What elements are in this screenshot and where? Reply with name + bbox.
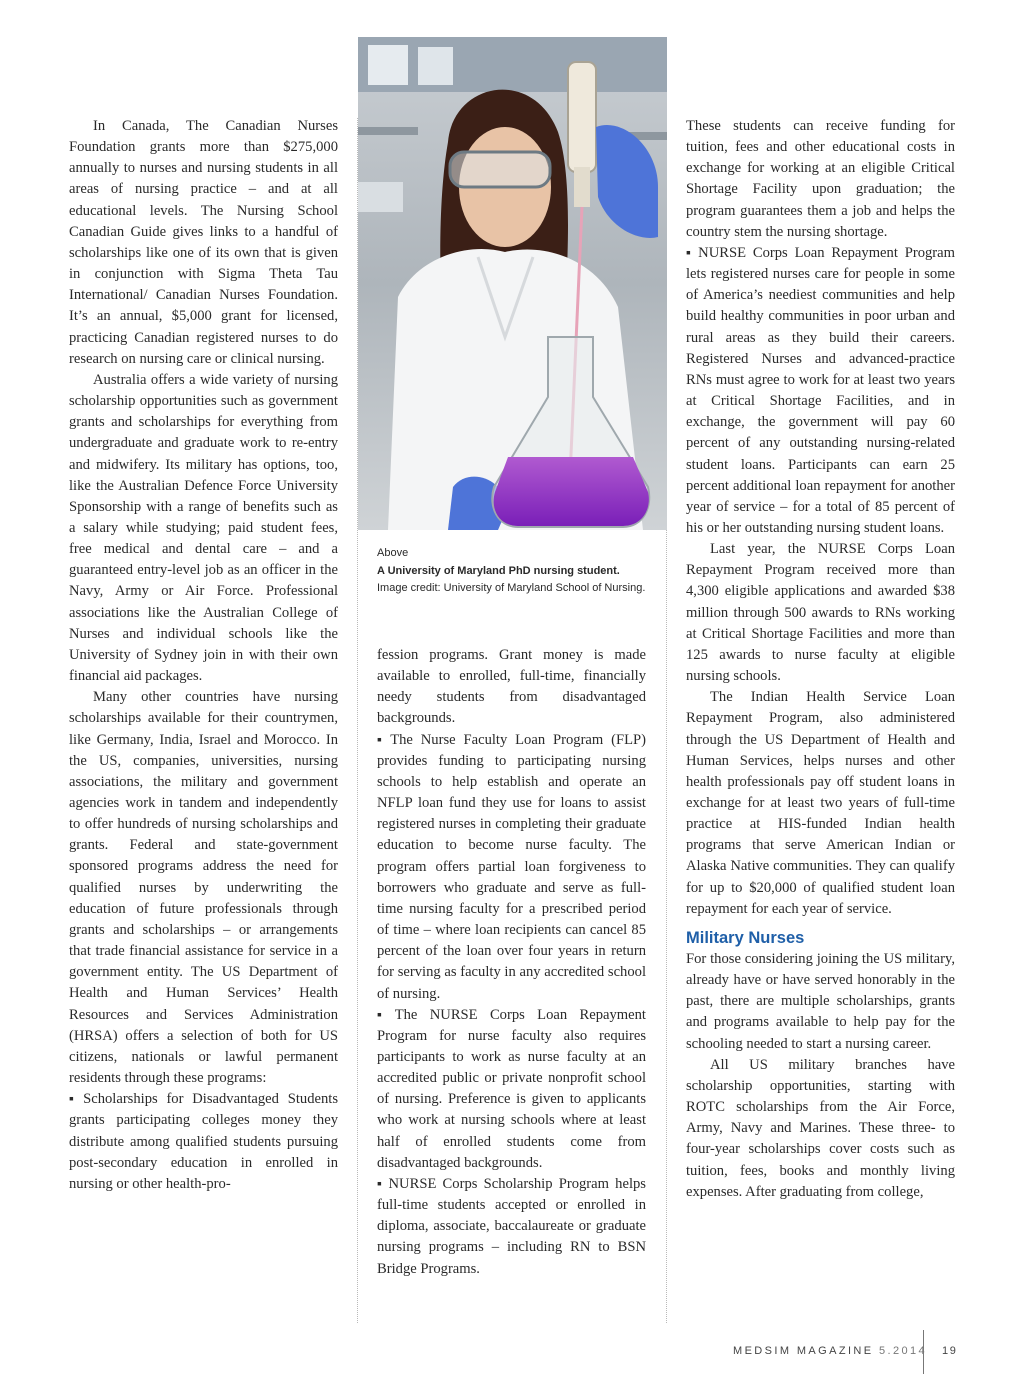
- issue-date: 5.2014: [878, 1345, 928, 1357]
- column-right: [686, 116, 955, 1203]
- paragraph-other-countries: Many other countries have nursing scholarships available for their countrymen, like Germany, India, Israel and Morocco. In the US, companies, universities, nursing associations, the military and government agencies work in tandem and independently to offer hundreds of nursing scholarships and grants. Federal and state-government sponsored programs address the need for qualified nurses by underwriting the education of future professionals through grants and scholarships – or arrangements that trade financial assistance for service in a government entity. The US Department of Health and Human Services’ Health Resources and Services Administration (HRSA) offers a selection of both for US citizens, nationals or lawful permanent residents through these programs:: [69, 689, 338, 1087]
- bullet-nurse-corps-faculty: ▪ The NURSE Corps Loan Repayment Program for nurse faculty also requires participants to work as nurse faculty at an accredited public or private nonprofit school of nursing. Preference is given to applicants who work at nursing schools where at least half of enrolled students come from disadvantaged backgrounds.: [377, 1005, 646, 1174]
- paragraph-canada: In Canada, The Canadian Nurses Foundation grants more than $275,000 annually to nurses and nursing students in all areas of nursing practice – and at all educational levels. The Nursing School Canadian Guide gives links to a handful of scholarships like one of its own that is given in conjunction with Sigma Theta Tau International/ Canadian Nurses Foundation. It’s an annual, $5,000 grant for licensed, practicing Canadian registered nurses to do research on nursing care or clinical nursing.: [69, 118, 338, 367]
- caption-label: Above: [377, 547, 409, 559]
- paragraph-grant-money: fession programs. Grant money is made available to enrolled, full-time, financially needy students from disadvantaged backgrounds.: [377, 647, 646, 727]
- bullet-faculty-loan: ▪ The Nurse Faculty Loan Program (FLP) provides funding to participating nursing schools to help establish and operate an NFLP loan fund they use for loans to assist registered nurses in completing their graduate education to become nurse faculty. The program offers partial loan forgiveness to borrowers who graduate and serve as full-time nursing faculty for a prescribed period of time – where loan recipients can cancel 85 percent of the loan over four years in return for serving as faculty in any accredited school of nursing.: [377, 730, 646, 1005]
- caption-credit: Image credit: University of Maryland School of Nursing.: [377, 582, 646, 595]
- column-left: [69, 116, 338, 1195]
- caption-title: A University of Maryland PhD nursing student.: [377, 564, 620, 577]
- paragraph-students-funding: These students can receive funding for tuition, fees and other educational costs in exchange for working at an eligible Critical Shortage Facility upon graduation; the program guarantees them a job and helps the country stem the nursing shortage.: [686, 118, 955, 240]
- footer-divider: [923, 1330, 924, 1374]
- paragraph-australia: Australia offers a wide variety of nursing scholarship opportunities such as government grants and scholarships for everything from undergraduate and graduate work to re-entry and midwifery. Its military has options, too, like the Australian Defence Force University Sponsorship with a range of benefits such as a salary while studying; paid student fees, free medical and dental care – and a guaranteed entry-level job as an officer in the Navy, Army or Air Force. Professional associations like the Australian College of Nurses and individual schools like the University of Sydney join in with their own financial aid packages.: [69, 371, 338, 685]
- page-number: 19: [942, 1345, 958, 1357]
- bullet-disadvantaged-students: ▪ Scholarships for Disadvantaged Students grants participating colleges money they distribute among qualified students pursuing post-secondary education in enrolled in nursing or other health-pro-: [69, 1089, 338, 1195]
- bullet-nurse-corps-loan: ▪ NURSE Corps Loan Repayment Program lets registered nurses care for people in some of America’s neediest communities and help build healthy communities in poor urban and rural areas as they build their careers. Registered Nurses and advanced-practice RNs must agree to work for at least two years at Critical Shortage Facilities, and in exchange, the government will pay 60 percent of any outstanding nursing-related student loans. Participants can earn 25 percent additional loan repayment for another year of service – for a total of 85 percent of his or her outstanding nursing student loans.: [686, 243, 955, 539]
- page-footer: [700, 1330, 980, 1380]
- nursing-student-photo: [358, 37, 667, 530]
- paragraph-military-intro: For those considering joining the US military, already have or have served honorably in the past, there are multiple scholarships, grants and programs available to help pay for the schooling needed to start a nursing career.: [686, 950, 955, 1052]
- paragraph-rotc: All US military branches have scholarship opportunities, starting with ROTC scholarships from the Air Force, Army, Navy and Marines. These three- to four-year scholarships cover costs such as tuition, fees, books and monthly living expenses. After graduating from college,: [686, 1056, 955, 1200]
- bullet-nurse-corps-scholarship: ▪ NURSE Corps Scholarship Program helps full-time students accepted or enrolled in diploma, associate, baccalaureate or graduate nursing programs – including RN to BSN Bridge Programs.: [377, 1174, 646, 1280]
- paragraph-last-year: Last year, the NURSE Corps Loan Repayment Program received more than 4,300 eligible applications and awarded $38 million through 500 awards to RNs working at Critical Shortage Facilities and more than 125 awards to nurse faculty at eligible nursing schools.: [686, 541, 955, 685]
- paragraph-indian-health: The Indian Health Service Loan Repayment Program, also administered through the US Department of Health and Human Services, helps nurses and other health professionals pay off student loans in exchange for at least two years of full-time practice at HIS-funded Indian health programs that serve American Indian or Alaska Native communities. They can qualify for up to $20,000 of qualified student loan repayment for each year of service.: [686, 689, 955, 917]
- photo-caption: [377, 545, 657, 598]
- section-heading-military: Military Nurses: [686, 928, 805, 947]
- footer-magazine: [733, 1345, 927, 1357]
- column-middle: [377, 645, 646, 1280]
- magazine-name: MEDSIM MAGAZINE: [733, 1345, 874, 1357]
